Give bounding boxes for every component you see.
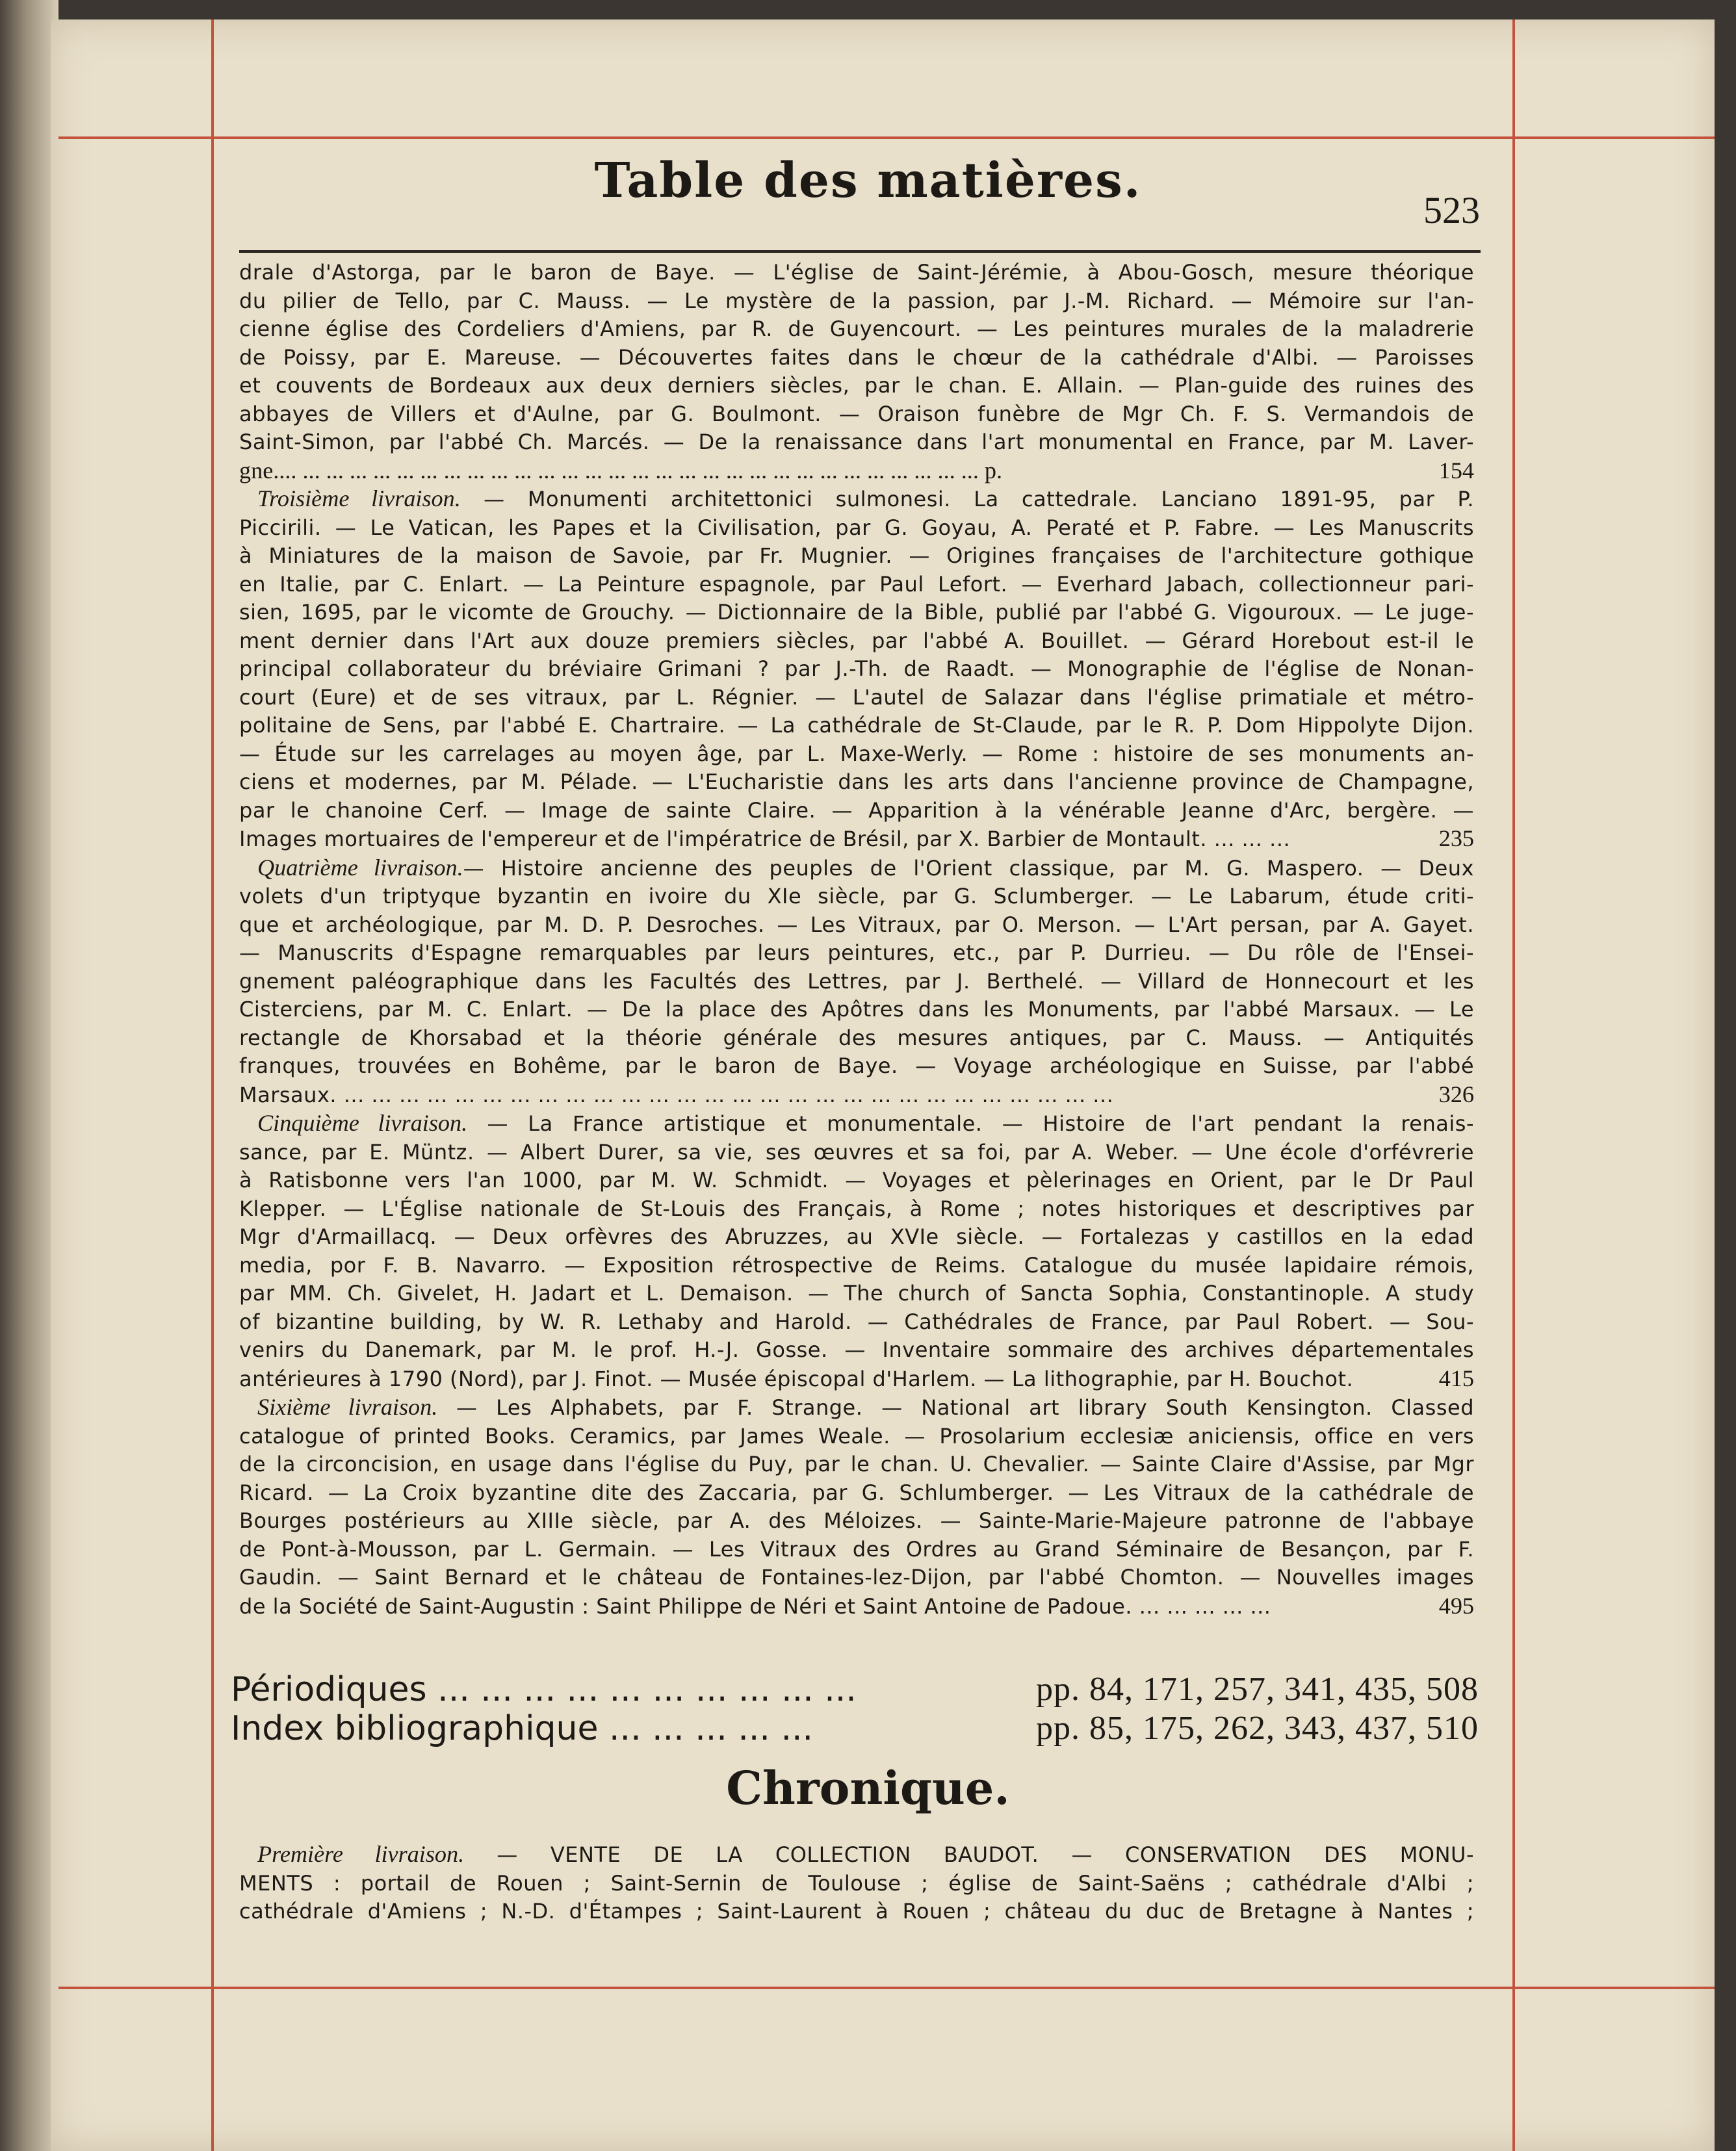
chronique-title: Chronique. bbox=[726, 1761, 1010, 1815]
text-line: media, por F. B. Navarro. — Exposition rétrospective de Reims. Catalogue du musée lapidaire rémois, bbox=[239, 1252, 1474, 1278]
text-line: of bizantine building, by W. R. Lethaby and Harold. — Cathédrales de France, par Paul Robert. — Sou- bbox=[239, 1309, 1474, 1334]
text-line: Saint-Simon, par l'abbé Ch. Marcés. — De la renaissance dans l'art monumental en France, par M. Laver- bbox=[239, 430, 1474, 454]
text-line: politaine de Sens, par l'abbé E. Chartraire. — La cathédrale de St-Claude, par le R. P. Dom Hippolyte Dijon. bbox=[239, 713, 1474, 738]
section-first-text: — La France artistique et monumentale. — Histoire de l'art pendant la renais- bbox=[467, 1111, 1474, 1136]
text-line: abbayes de Villers et d'Aulne, par G. Boulmont. — Oraison funèbre de Mgr Ch. F. S. Vermandois de bbox=[239, 401, 1474, 426]
text-line: court (Eure) et de ses vitraux, par L. Régnier. — L'autel de Salazar dans l'église primatiale et métro- bbox=[239, 684, 1474, 710]
text-line: de la circoncision, en usage dans l'église du Puy, par le chan. U. Chevalier. — Sainte Claire d'Assise, par Mgr bbox=[239, 1452, 1474, 1476]
table-of-contents-body bbox=[239, 259, 1474, 1621]
text-line: ment dernier dans l'Art aux douze premiers siècles, par l'abbé A. Bouillet. — Gérard Horebout est-il le bbox=[239, 628, 1474, 653]
text-line: Bourges postérieurs au XIIIe siècle, par A. des Méloizes. — Sainte-Marie-Majeure patronne de l'abbaye bbox=[239, 1508, 1474, 1533]
text-line: à Ratisbonne vers l'an 1000, par M. W. Schmidt. — Voyages et pèlerinages en Orient, par le Dr Paul bbox=[239, 1168, 1474, 1192]
frame-rule-bottom bbox=[58, 1987, 1715, 1989]
section-first-line bbox=[239, 1840, 1474, 1870]
text-line: par le chanoine Cerf. — Image de sainte Claire. — Apparition à la vénérable Jeanne d'Arc, bergère. — bbox=[239, 797, 1474, 823]
leader-text: gne.... ... ... ... ... ... ... ... ... ... ... ... ... ... ... ... ... ... ... ... ... ... ... ... ... ... ... ... ... ... p. bbox=[239, 457, 1003, 483]
text-line: en Italie, par C. Enlart. — La Peinture espagnole, par Paul Lefort. — Everhard Jabach, collectionneur pari- bbox=[239, 571, 1474, 597]
text-line-last bbox=[239, 1081, 1474, 1110]
text-line: à Miniatures de la maison de Savoie, par Fr. Mugnier. — Origines françaises de l'architecture gothique bbox=[239, 543, 1474, 568]
text-line-last bbox=[239, 1592, 1474, 1621]
intro-paragraph bbox=[239, 259, 1474, 485]
entry-page-number: 415 bbox=[1438, 1365, 1474, 1391]
text-line: principal collaborateur du bréviaire Grimani ? par J.-Th. de Raadt. — Monographie de l'église de Nonan- bbox=[239, 656, 1474, 681]
section-first-line bbox=[239, 1109, 1474, 1139]
text-line: franques, trouvées en Bohême, par le baron de Baye. — Voyage archéologique en Suisse, par l'abbé bbox=[239, 1053, 1474, 1078]
leader-text: antérieures à 1790 (Nord), par J. Finot. — Musée épiscopal d'Harlem. — La lithographie, par H. Bouchot. bbox=[239, 1366, 1354, 1391]
text-line: cathédrale d'Amiens ; N.-D. d'Étampes ; Saint-Laurent à Rouen ; château du duc de Bretagne à Nantes ; bbox=[239, 1899, 1474, 1924]
frame-rule-top bbox=[58, 136, 1715, 139]
index-pages: pp. 85, 175, 262, 343, 437, 510 bbox=[1036, 1710, 1479, 1747]
text-line: Ricard. — La Croix byzantine dite des Zaccaria, par G. Schlumberger. — Les Vitraux de la cathédrale de bbox=[239, 1480, 1474, 1505]
text-line: Gaudin. — Saint Bernard et le château de Fontaines-lez-Dijon, par l'abbé Chomton. — Nouvelles images bbox=[239, 1565, 1474, 1590]
text-line: par MM. Ch. Givelet, H. Jadart et L. Demaison. — The church of Sancta Sophia, Constantinople. A study bbox=[239, 1281, 1474, 1306]
entry-page-number: 495 bbox=[1438, 1592, 1474, 1619]
section-sixieme-livraison bbox=[239, 1393, 1474, 1621]
page-number: 523 bbox=[1423, 189, 1480, 231]
section-heading: Sixième livraison. bbox=[257, 1394, 438, 1420]
text-line: catalogue of printed Books. Ceramics, par James Weale. — Prosolarium ecclesiæ aniciensis, office en vers bbox=[239, 1423, 1474, 1449]
text-line: drale d'Astorga, par le baron de Baye. — L'église de Saint-Jérémie, à Abou-Gosch, mesure théorique bbox=[239, 260, 1474, 285]
section-first-line bbox=[239, 485, 1474, 514]
text-line: cienne église des Cordeliers d'Amiens, par R. de Guyencourt. — Les peintures murales de la maladrerie bbox=[239, 316, 1474, 341]
entry-page-number: 235 bbox=[1438, 825, 1474, 851]
text-line: sien, 1695, par le vicomte de Grouchy. — Dictionnaire de la Bible, publié par l'abbé G. Vigouroux. — Le juge- bbox=[239, 600, 1474, 625]
text-line: et couvents de Bordeaux aux deux derniers siècles, par le chan. E. Allain. — Plan-guide des ruines des bbox=[239, 373, 1474, 398]
section-cinquieme-livraison bbox=[239, 1109, 1474, 1393]
text-line: ciens et modernes, par M. Pélade. — L'Eucharistie dans les arts dans l'ancienne province de Champagne, bbox=[239, 769, 1474, 794]
text-line: MENTS : portail de Rouen ; Saint-Sernin de Toulouse ; église de Saint-Saëns ; cathédrale d'Albi ; bbox=[239, 1870, 1474, 1896]
text-line-last bbox=[239, 825, 1474, 854]
section-first-text: — VENTE DE LA COLLECTION BAUDOT. — CONSERVATION DES MONU- bbox=[464, 1842, 1474, 1867]
periodiques-label: Périodiques ... ... ... ... ... ... ... ... ... ... bbox=[231, 1670, 857, 1709]
entry-page-number: 326 bbox=[1438, 1081, 1474, 1107]
text-line: rectangle de Khorsabad et la théorie générale des mesures antiques, par C. Mauss. — Antiquités bbox=[239, 1025, 1474, 1050]
index-row bbox=[231, 1709, 1479, 1748]
section-first-text: — Monumenti architettonici sulmonesi. La cattedrale. Lanciano 1891-95, par P. bbox=[460, 487, 1474, 511]
section-heading: Première livraison. bbox=[257, 1841, 465, 1867]
leader-text: Marsaux. ... ... ... ... ... ... ... ... ... ... ... ... ... ... ... ... ... ... ... ... ... ... ... ... ... ... ... ... bbox=[239, 1082, 1114, 1107]
text-line: — Manuscrits d'Espagne remarquables par leurs peintures, etc., par P. Durrieu. — Du rôle de l'Ensei- bbox=[239, 940, 1474, 965]
leader-text: de la Société de Saint-Augustin : Saint Philippe de Néri et Saint Antoine de Padoue. ... ... ... ... ... bbox=[239, 1593, 1271, 1619]
text-line: gnement paléographique dans les Facultés des Lettres, par J. Berthelé. — Villard de Honnecourt et les bbox=[239, 968, 1474, 994]
section-heading: Troisième livraison. bbox=[257, 485, 461, 511]
text-line: venirs du Danemark, par M. le prof. H.-J. Gosse. — Inventaire sommaire des archives départementales bbox=[239, 1337, 1474, 1362]
text-line: Cisterciens, par M. C. Enlart. — De la place des Apôtres dans les Monuments, par l'abbé Marsaux. — Le bbox=[239, 997, 1474, 1022]
header-rule bbox=[239, 250, 1481, 253]
text-line: Klepper. — L'Église nationale de St-Louis des Français, à Rome ; notes historiques et descriptives par bbox=[239, 1196, 1474, 1221]
section-first-line bbox=[239, 1393, 1474, 1423]
text-line: de Pont-à-Mousson, par L. Germain. — Les Vitraux des Ordres au Grand Séminaire de Besançon, par F. bbox=[239, 1536, 1474, 1562]
previous-page-edge bbox=[0, 0, 58, 2151]
page-title: Table des matières. bbox=[594, 153, 1142, 209]
periodiques-row bbox=[231, 1670, 1479, 1709]
section-quatrieme-livraison bbox=[239, 854, 1474, 1110]
section-heading: Quatrième livraison. bbox=[257, 854, 463, 881]
text-line: que et archéologique, par M. D. P. Desroches. — Les Vitraux, par O. Merson. — L'Art persan, par A. Gayet. bbox=[239, 912, 1474, 937]
section-first-line bbox=[239, 854, 1474, 883]
frame-rule-right bbox=[1512, 19, 1515, 2151]
text-line-last bbox=[239, 457, 1474, 485]
text-line: du pilier de Tello, par C. Mauss. — Le mystère de la passion, par J.-M. Richard. — Mémoire sur l'an- bbox=[239, 288, 1474, 313]
text-line: sance, par E. Müntz. — Albert Durer, sa vie, ses œuvres et sa foi, par A. Weber. — Une école d'orfévrerie bbox=[239, 1139, 1474, 1165]
chronique-body bbox=[239, 1840, 1474, 1926]
entry-page-number: 154 bbox=[1438, 457, 1474, 483]
section-heading: Cinquième livraison. bbox=[257, 1110, 468, 1136]
section-troisieme-livraison bbox=[239, 485, 1474, 854]
text-line: volets d'un triptyque byzantin en ivoire du XIe siècle, par G. Sclumberger. — Le Labarum, étude criti- bbox=[239, 884, 1474, 908]
leader-text: Images mortuaires de l'empereur et de l'impératrice de Brésil, par X. Barbier de Montault. ... ... ... bbox=[239, 827, 1291, 851]
periodiques-pages: pp. 84, 171, 257, 341, 435, 508 bbox=[1036, 1671, 1479, 1708]
text-line: Mgr d'Armaillacq. — Deux orfèvres des Abruzzes, au XVIe siècle. — Fortalezas y castillos en la edad bbox=[239, 1224, 1474, 1249]
section-first-text: — Histoire ancienne des peuples de l'Orient classique, par M. G. Maspero. — Deux bbox=[463, 855, 1474, 881]
text-line: Piccirili. — Le Vatican, les Papes et la Civilisation, par G. Goyau, A. Peraté et P. Fabre. — Les Manuscrits bbox=[239, 515, 1474, 540]
index-label: Index bibliographique ... ... ... ... ... bbox=[231, 1709, 814, 1748]
text-line-last bbox=[239, 1365, 1474, 1394]
text-line: de Poissy, par E. Mareuse. — Découvertes faites dans le chœur de la cathédrale d'Albi. — Paroisses bbox=[239, 344, 1474, 370]
text-line: — Étude sur les carrelages au moyen âge, par L. Maxe-Werly. — Rome : histoire de ses monuments an- bbox=[239, 741, 1474, 766]
frame-rule-left bbox=[211, 19, 214, 2151]
section-first-text: — Les Alphabets, par F. Strange. — National art library South Kensington. Classed bbox=[437, 1395, 1475, 1420]
